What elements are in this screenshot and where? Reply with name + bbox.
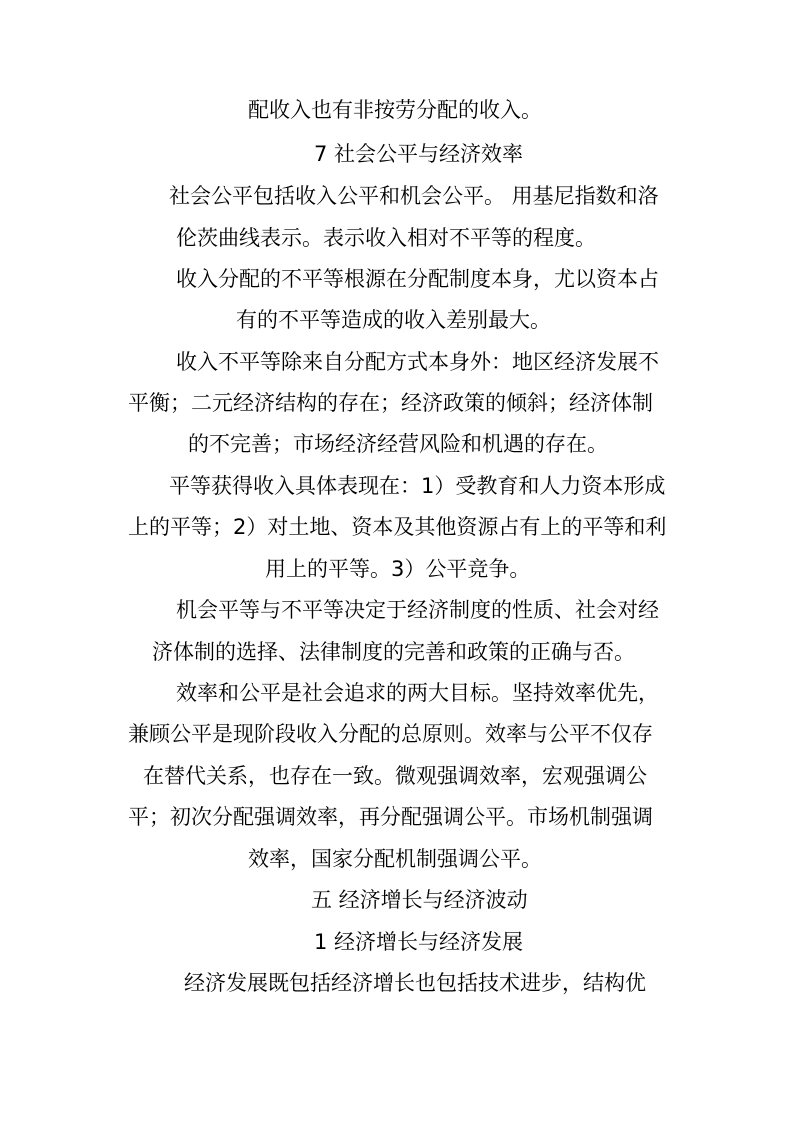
text-line: 伦茨曲线表示。表示收入相对不平等的程度。: [176, 226, 596, 250]
text-line: 社会公平包括收入公平和机会公平。 用基尼指数和洛: [169, 184, 659, 208]
text-line: 机会平等与不平等决定于经济制度的性质、社会对经: [176, 598, 659, 622]
text-line: 收入不平等除来自分配方式本身外：地区经济发展不: [176, 350, 659, 374]
text-line: 配收入也有非按劳分配的收入。: [248, 98, 542, 122]
text-line: 效率，国家分配机制强调公平。: [248, 847, 542, 871]
text-line: 上的平等；2）对土地、资本及其他资源占有上的平等和利: [128, 515, 667, 539]
section-heading: 五 经济增长与经济波动: [311, 888, 528, 912]
text-line: 平衡；二元经济结构的存在；经济政策的倾斜；经济体制: [128, 391, 653, 415]
text-line: 效率和公平是社会追求的两大目标。坚持效率优先，: [176, 681, 659, 705]
text-line: 济体制的选择、法律制度的完善和政策的正确与否。: [152, 640, 635, 664]
text-line: 经济发展既包括经济增长也包括技术进步，结构优: [184, 971, 646, 995]
section-heading: 1 经济增长与经济发展: [314, 930, 524, 954]
text-line: 在替代关系，也存在一致。微观强调效率，宏观强调公: [143, 764, 647, 788]
text-line: 有的不平等造成的收入差别最大。: [236, 308, 551, 332]
text-line: 用上的平等。3）公平竞争。: [265, 557, 531, 581]
text-line: 兼顾公平是现阶段收入分配的总原则。效率与公平不仅存: [128, 722, 653, 746]
section-heading: 7 社会公平与经济效率: [314, 142, 524, 166]
text-line: 的不完善；市场经济经营风险和机遇的存在。: [188, 432, 608, 456]
text-line: 平等获得收入具体表现在：1）受教育和人力资本形成: [169, 474, 666, 498]
text-line: 收入分配的不平等根源在分配制度本身，尤以资本占: [176, 267, 659, 291]
text-line: 平；初次分配强调效率，再分配强调公平。市场机制强调: [128, 805, 653, 829]
